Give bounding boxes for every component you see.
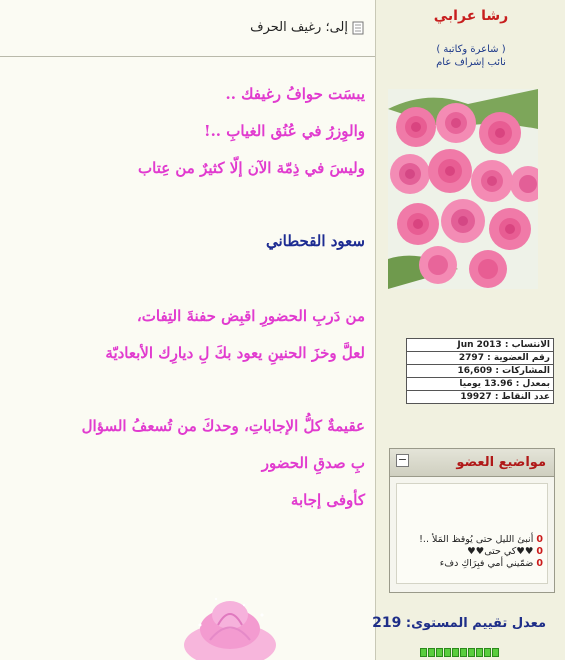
member-topics-header (390, 449, 554, 477)
member-topics-title: مواضيع العضو (456, 455, 546, 470)
poem-line: بِ صدقِ الحضور (261, 454, 365, 472)
user-sidebar (372, 0, 565, 660)
topic-title: أنبئ الليل حتى يُوقظ المَلأ ..! (419, 534, 534, 545)
stat-points: عدد النقاط : 19927 (407, 391, 554, 404)
poem-line: من دَربِ الحضورِ اقبِض حفنةَ التِفات، (136, 307, 365, 325)
rating-pip (444, 648, 451, 657)
stat-daily-average: بمعدل : 13.96 يوميا (407, 378, 554, 391)
collapse-icon[interactable]: − (397, 453, 408, 466)
rating-level-bar (420, 648, 499, 657)
stat-member-id: رقم العضوية : 2797 (407, 352, 554, 365)
rating-pip (436, 648, 443, 657)
rating-pip (476, 648, 483, 657)
avatar[interactable] (388, 89, 538, 289)
poem-line: والوِزرُ في عُنُق الغيابِ ..! (204, 122, 365, 140)
rating-pip (420, 648, 427, 657)
list-item[interactable] (397, 534, 547, 546)
topic-reply-count: 0 (536, 546, 543, 557)
list-item[interactable] (397, 558, 547, 570)
poem-line: يبسَت حوافُ رغيفك .. (225, 85, 365, 103)
user-title-line: نائب إشراف عام (436, 57, 506, 68)
topic-reply-count: 0 (536, 558, 543, 569)
rating-value: 219 (372, 615, 402, 631)
username-link[interactable]: رشا عرابي (433, 8, 509, 24)
poem-line: وليسَ في ذِمّة الآن إلّا كثيرٌ من عِتاب (138, 159, 365, 177)
list-item[interactable] (397, 546, 547, 558)
poem-line: عقيمةٌ كلُّ الإجاباتِ، وحدكَ من تُسعفُ السؤال (81, 417, 365, 435)
stat-posts: المشاركات : 16,609 (407, 365, 554, 378)
poem-line: لعلَّ وخزَ الحنينِ يعود بكَ لِ ديارِك الأبعاديّة (105, 344, 365, 362)
stat-joined: الانتساب : Jun 2013 (407, 339, 554, 352)
rating-pip (428, 648, 435, 657)
rating-pip (460, 648, 467, 657)
post-title (250, 20, 365, 35)
topic-title: ♥♥كي حتى♥♥ (467, 546, 534, 557)
rating-row (372, 615, 546, 631)
rating-pip (492, 648, 499, 657)
poem-author (266, 223, 365, 260)
topic-reply-count: 0 (536, 534, 543, 545)
rating-pip (468, 648, 475, 657)
stanza-3 (82, 408, 365, 519)
stanza-1 (138, 76, 365, 187)
title-divider (0, 56, 375, 57)
rose-decoration-image (170, 585, 290, 660)
topic-title: ضمّيني أمي فبِرَاكِ دفء (439, 558, 534, 569)
member-topics-box (389, 448, 555, 593)
rating-pip (484, 648, 491, 657)
poem-line: كأوفى إجابة (290, 491, 365, 509)
stanza-2 (105, 298, 365, 372)
rating-label: معدل تقييم المستوى: (405, 616, 546, 631)
member-topics-list[interactable] (396, 483, 548, 584)
rating-pip (452, 648, 459, 657)
post-title-text: إلى؛ رغيف الحرف (250, 20, 348, 35)
document-icon (352, 21, 365, 35)
user-title-line: ( شاعرة وكاتبة ) (436, 44, 506, 55)
user-stats-table (406, 338, 554, 404)
author-name: سعود القحطاني (265, 232, 365, 250)
user-title (376, 43, 565, 69)
